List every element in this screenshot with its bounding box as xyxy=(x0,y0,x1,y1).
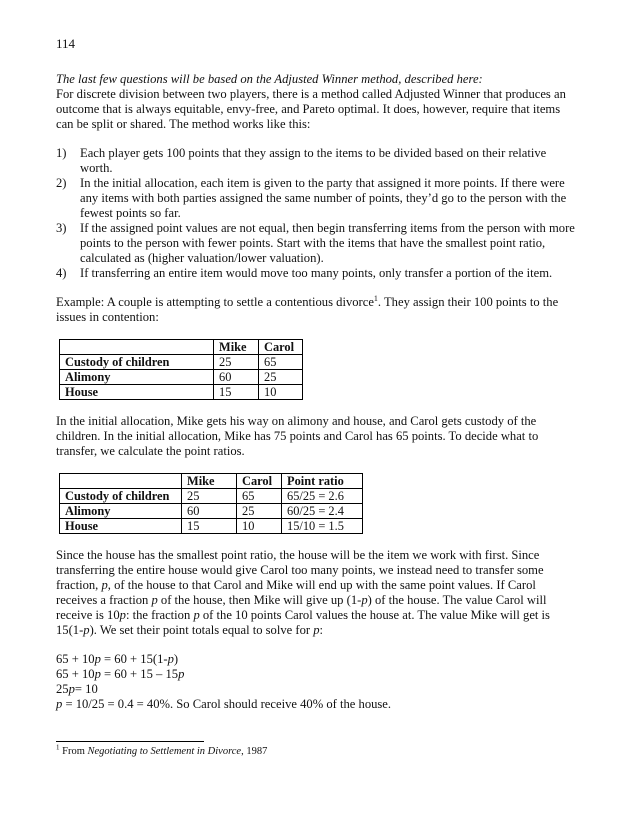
table-header-row xyxy=(60,474,363,489)
step-text: If the assigned point values are not equal, then begin transferring items from the person with more points to the person with fewer points. Start with the items that have the smallest point ratio, calculated as (higher valuation/lower valuation). xyxy=(80,221,575,265)
example-text: Example: A couple is attempting to settle a contentious divorce xyxy=(56,295,374,309)
equation-2 xyxy=(56,667,576,682)
table-cell: 10 xyxy=(259,385,303,400)
variable-p: p xyxy=(151,593,158,607)
text-run: : xyxy=(319,623,324,637)
variable-p: p xyxy=(101,578,108,592)
text-run: ). We set their point totals equal to solve for xyxy=(89,623,314,637)
table-header-cell: Mike xyxy=(214,340,259,355)
footnote-divider xyxy=(56,741,204,742)
text-run: = 60 + 15(1- xyxy=(100,652,168,666)
text-run: From xyxy=(59,746,88,757)
step-text: In the initial allocation, each item is given to the party that assigned it more points. If there were any items with both parties assigned the same number of points, they’d go to the person with the fewest points so far. xyxy=(80,176,567,220)
text-run: = 10/25 = 0.4 = 40%. So Carol should receive 40% of the house. xyxy=(62,697,392,711)
footnote-ref: 1 xyxy=(373,293,378,303)
table-cell: 25 xyxy=(237,504,282,519)
table-header-cell xyxy=(60,340,214,355)
text-run: ) xyxy=(173,652,179,666)
table-header-cell xyxy=(60,474,182,489)
text-run: 25 xyxy=(56,682,69,696)
text-run: = 10 xyxy=(74,682,98,696)
row-label: Custody of children xyxy=(60,489,182,504)
equation-3 xyxy=(56,682,576,697)
text-run: : the fraction xyxy=(125,608,194,622)
row-label: House xyxy=(60,519,182,534)
table-row xyxy=(60,385,303,400)
page-number: 114 xyxy=(56,36,76,51)
table-cell: 15/10 = 1.5 xyxy=(282,519,363,534)
table-cell: 60 xyxy=(182,504,237,519)
spacer xyxy=(56,400,576,414)
allocation-paragraph: In the initial allocation, Mike gets his way on alimony and house, and Carol gets custody of the children. In the initial allocation, Mike has 75 points and Carol has 65 points. To decide what to transfer, we calculate the point ratios. xyxy=(56,414,539,458)
table-row xyxy=(60,504,363,519)
table-cell: 15 xyxy=(182,519,237,534)
step-text: Each player gets 100 points that they assign to the items to be divided based on their relative worth. xyxy=(80,146,547,175)
table-cell: 25 xyxy=(214,355,259,370)
step-number: 2) xyxy=(56,176,67,190)
row-label: Custody of children xyxy=(60,355,214,370)
variable-p: p xyxy=(94,652,101,666)
step-number: 4) xyxy=(56,266,67,280)
list-item xyxy=(56,266,576,281)
text-run: = 60 + 15 – 15 xyxy=(100,667,179,681)
step-number: 1) xyxy=(56,146,67,160)
row-label: Alimony xyxy=(60,504,182,519)
page-body xyxy=(56,72,576,712)
step-text: If transferring an entire item would move too many points, only transfer a portion of the item. xyxy=(80,266,553,280)
variable-p: p xyxy=(178,667,185,681)
step-number: 3) xyxy=(56,221,67,235)
table-header-cell: Mike xyxy=(182,474,237,489)
variable-p: p xyxy=(361,593,368,607)
table-header-cell: Point ratio xyxy=(282,474,363,489)
table-cell: 65/25 = 2.6 xyxy=(282,489,363,504)
method-steps xyxy=(56,146,576,281)
table-cell: 25 xyxy=(182,489,237,504)
table-cell: 65 xyxy=(259,355,303,370)
table-cell: 25 xyxy=(259,370,303,385)
footnote xyxy=(56,745,267,758)
table-row xyxy=(60,355,303,370)
spacer xyxy=(56,132,576,146)
text-run: of the 10 points Carol values the house at. The value Mike will get is 15(1- xyxy=(56,608,550,637)
text-run: ) of the house. The value Carol will receive is 10 xyxy=(56,593,547,622)
variable-p: p xyxy=(119,608,126,622)
variable-p: p xyxy=(68,682,75,696)
list-item xyxy=(56,221,576,266)
house-paragraph xyxy=(56,548,576,638)
equation-1 xyxy=(56,652,576,667)
text-run: 65 + 10 xyxy=(56,667,95,681)
spacer xyxy=(56,281,576,295)
variable-p: p xyxy=(167,652,174,666)
table-cell: 10 xyxy=(237,519,282,534)
table-row xyxy=(60,370,303,385)
list-item xyxy=(56,176,576,221)
footnote-source-title: Negotiating to Settlement in Divorce xyxy=(87,746,242,757)
intro-paragraph: For discrete division between two players, there is a method called Adjusted Winner that produces an outcome that is always equitable, envy-free, and Pareto optimal. It does, however, require that items can be split or shared. The method works like this: xyxy=(56,87,566,131)
table-header-cell: Carol xyxy=(259,340,303,355)
text-run: of the house, then Mike will give up (1- xyxy=(157,593,362,607)
equation-4 xyxy=(56,697,576,712)
intro-italic: The last few questions will be based on the Adjusted Winner method, described here: xyxy=(56,72,483,86)
table-row xyxy=(60,519,363,534)
point-ratio-table xyxy=(59,473,363,534)
text-run: 65 + 10 xyxy=(56,652,95,666)
table-cell: 60/25 = 2.4 xyxy=(282,504,363,519)
example-text-cont: . They assign their 100 points to the issues in contention: xyxy=(56,295,559,324)
text-run: , of the house to that Carol and Mike will end up with the same point values. If Carol receives a fraction xyxy=(56,578,536,607)
table-cell: 15 xyxy=(214,385,259,400)
text-run: , 1987 xyxy=(241,746,268,757)
example-paragraph xyxy=(56,295,576,325)
table-header-cell: Carol xyxy=(237,474,282,489)
footnote-marker: 1 xyxy=(56,743,60,752)
spacer xyxy=(56,638,576,652)
list-item xyxy=(56,146,576,176)
table-header-row xyxy=(60,340,303,355)
row-label: Alimony xyxy=(60,370,214,385)
table-cell: 60 xyxy=(214,370,259,385)
table-cell: 65 xyxy=(237,489,282,504)
table-row xyxy=(60,489,363,504)
points-table xyxy=(59,339,303,400)
variable-p: p xyxy=(313,623,320,637)
spacer xyxy=(56,534,576,548)
variable-p: p xyxy=(94,667,101,681)
variable-p: p xyxy=(56,697,63,711)
row-label: House xyxy=(60,385,214,400)
variable-p: p xyxy=(83,623,90,637)
variable-p: p xyxy=(193,608,200,622)
text-run: Since the house has the smallest point ratio, the house will be the item we work with first. Since transferring the entire house would give Carol too many points, we instead need to transfer some fraction, xyxy=(56,548,544,592)
